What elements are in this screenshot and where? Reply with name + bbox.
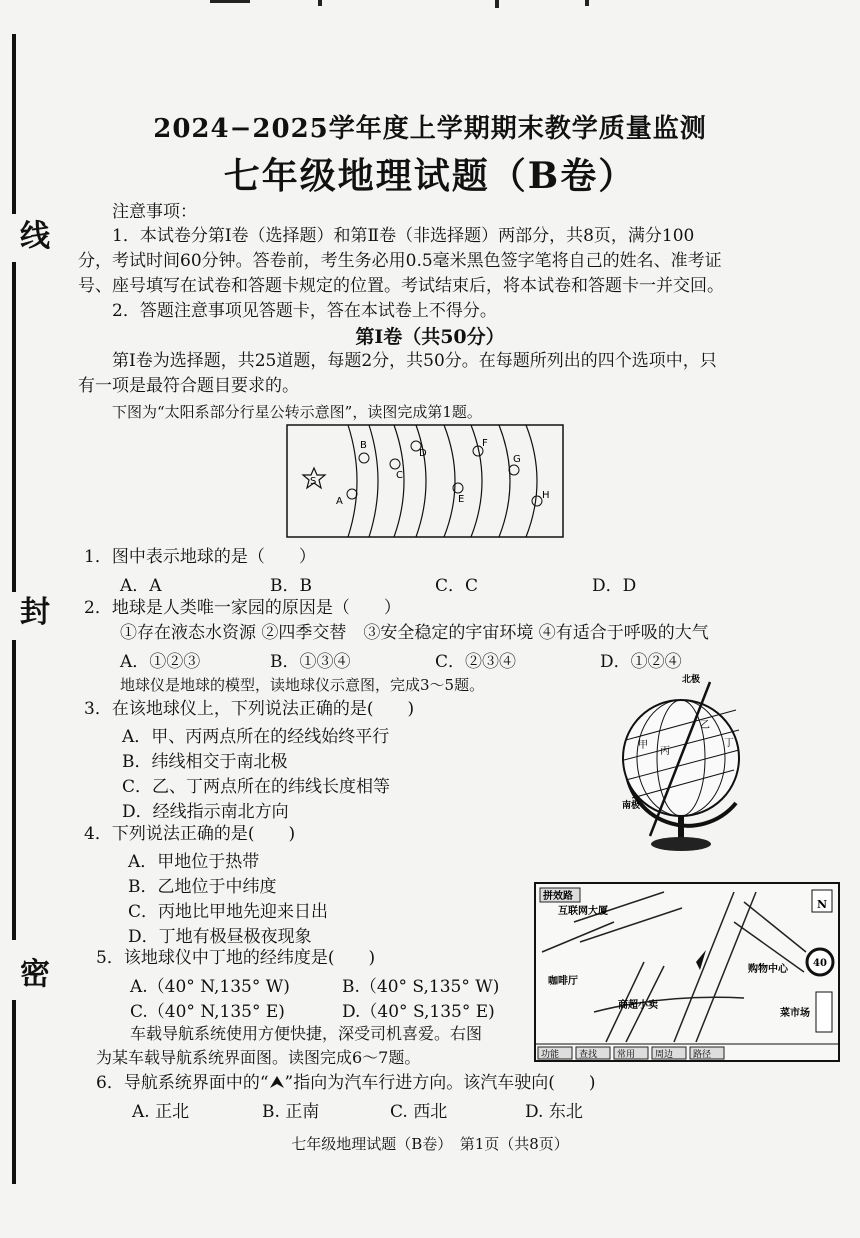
part1-title: 第Ⅰ卷（共50分） bbox=[355, 326, 505, 348]
figure1-intro: 下图为“太阳系部分行星公转示意图”，读图完成第1题。 bbox=[112, 403, 482, 421]
planet-label-b: B bbox=[360, 440, 367, 451]
notice-item1-line3: 号、座号填写在试卷和答题卡规定的位置。考试结束后，将本试卷和答题卡一并交回。 bbox=[78, 276, 724, 296]
notice-heading: 注意事项： bbox=[112, 202, 197, 222]
question-5-stem: 5．该地球仪中丁地的经纬度是( ) bbox=[96, 948, 376, 968]
question-6-stem bbox=[96, 1071, 800, 1095]
nav-intro-line1: 车载导航系统使用方便快捷，深受司机喜爱。右图 bbox=[130, 1024, 483, 1043]
planet-label-a: A bbox=[336, 496, 343, 507]
nav-road1-label: 互联网大厦 bbox=[558, 906, 608, 917]
globe-jia-label: 甲 bbox=[638, 740, 648, 751]
question-2-option-a: A．①②③ bbox=[120, 652, 201, 672]
scan-edge-mark bbox=[585, 0, 589, 6]
question-6-option-c: C. 西北 bbox=[390, 1102, 448, 1122]
question-1-option-a: A．A bbox=[120, 576, 162, 596]
globe-intro: 地球仪是地球的模型，读地球仪示意图，完成3～5题。 bbox=[120, 676, 485, 694]
question-4-stem: 4．下列说法正确的是( ) bbox=[84, 824, 296, 844]
orbit-line bbox=[348, 425, 357, 537]
exam-subtitle: 七年级地理试题（B卷） bbox=[223, 155, 637, 197]
question-6-stem-pre: 6．导航系统界面中的“ bbox=[96, 1073, 269, 1093]
question-6-option-b: B. 正南 bbox=[262, 1102, 320, 1122]
orbit-line bbox=[369, 425, 378, 537]
nav-place1-label: 咖啡厅 bbox=[548, 976, 578, 987]
planet-label-h: H bbox=[542, 490, 550, 501]
globe-south-label: 南极 bbox=[622, 801, 641, 811]
nav-place4-label: 菜市场 bbox=[780, 1008, 810, 1019]
nav-tab-search-label: 查找 bbox=[579, 1050, 598, 1060]
nav-tab-function-label: 功能 bbox=[541, 1050, 560, 1060]
question-1-option-b: B．B bbox=[270, 576, 312, 596]
figure-frame bbox=[287, 425, 563, 537]
question-3-option-b: B．纬线相交于南北极 bbox=[122, 752, 288, 772]
scan-edge-mark bbox=[318, 0, 322, 6]
nav-intro-line2: 为某车载导航系统界面图。读图完成6～7题。 bbox=[96, 1048, 421, 1067]
orbit-line bbox=[444, 425, 455, 537]
question-5-option-a: A.（40° N,135° W) bbox=[130, 977, 290, 997]
nav-tab-nearby-label: 周边 bbox=[655, 1050, 674, 1060]
question-2-option-d: D．①②④ bbox=[600, 652, 682, 672]
question-3-stem: 3．在该地球仪上，下列说法正确的是( ) bbox=[84, 699, 415, 719]
binding-line-mid1 bbox=[12, 262, 16, 592]
notice-item2: 2．答题注意事项见答题卡，答在本试卷上不得分。 bbox=[112, 301, 497, 321]
question-6-option-a: A. 正北 bbox=[132, 1102, 190, 1122]
globe-north-label: 北极 bbox=[682, 675, 701, 685]
question-2-stem: 2．地球是人类唯一家园的原因是（ ） bbox=[84, 598, 401, 618]
question-5-option-d: D.（40° S,135° E) bbox=[342, 1002, 495, 1022]
planet-h bbox=[532, 496, 542, 506]
question-2-items: ①存在液态水资源 ②四季交替 ③安全稳定的宇宙环境 ④有适合于呼吸的大气 bbox=[120, 623, 709, 643]
notice-item1-line2: 分，考试时间60分钟。答卷前，考生务必用0.5毫米黑色签字笔将自己的姓名、准考证 bbox=[78, 251, 722, 271]
orbit-line bbox=[526, 425, 537, 537]
question-6-option-d: D. 东北 bbox=[525, 1102, 583, 1122]
compass-north-label: N bbox=[817, 898, 828, 911]
part1-intro-line2: 有一项是最符合题目要求的。 bbox=[78, 376, 299, 396]
page-footer: 七年级地理试题（B卷） 第1页（共8页） bbox=[291, 1135, 569, 1153]
question-5-option-b: B.（40° S,135° W) bbox=[342, 977, 500, 997]
planet-label-d: D bbox=[419, 448, 427, 459]
question-3-option-c: C．乙、丁两点所在的纬线长度相等 bbox=[122, 777, 391, 797]
planet-label-g: G bbox=[513, 454, 521, 465]
question-2-option-c: C．②③④ bbox=[435, 652, 517, 672]
question-4-option-a: A．甲地位于热带 bbox=[128, 852, 260, 872]
binding-line-mid2 bbox=[12, 640, 16, 940]
scan-edge-mark bbox=[495, 0, 499, 8]
question-6-stem-post: ”指向为汽车行进方向。该汽车驶向( ) bbox=[284, 1073, 596, 1093]
speed-limit-label: 40 bbox=[813, 958, 827, 969]
globe-ding-label: 丁 bbox=[724, 738, 734, 749]
globe-bing-label: 丙 bbox=[660, 746, 670, 757]
nav-tab-common-label: 常用 bbox=[617, 1050, 636, 1060]
globe-yi-label: 乙 bbox=[700, 720, 710, 731]
nav-place3-label: 商超小卖 bbox=[618, 1000, 658, 1011]
notice-item1-line1: 1．本试卷分第Ⅰ卷（选择题）和第Ⅱ卷（非选择题）两部分，共8页，满分100 bbox=[112, 226, 695, 246]
solar-system-figure bbox=[286, 424, 564, 538]
question-4-option-b: B．乙地位于中纬度 bbox=[128, 877, 277, 897]
planet-g bbox=[509, 465, 519, 475]
scan-edge-mark bbox=[210, 0, 250, 3]
nav-tab-route-label: 路径 bbox=[693, 1050, 712, 1060]
question-2-option-b: B．①③④ bbox=[270, 652, 351, 672]
orbit-line bbox=[471, 425, 482, 537]
nav-top-tab-label: 拼效路 bbox=[543, 891, 573, 902]
planet-label-f: F bbox=[482, 438, 488, 449]
orbit-line bbox=[416, 425, 426, 537]
planet-c bbox=[390, 459, 400, 469]
planet-b bbox=[359, 453, 369, 463]
binding-line-bottom bbox=[12, 1000, 16, 1184]
sun-label: S bbox=[310, 476, 317, 487]
planet-label-c: C bbox=[396, 470, 403, 481]
question-4-option-d: D．丁地有极昼极夜现象 bbox=[128, 927, 312, 947]
zoom-control bbox=[816, 992, 832, 1032]
question-3-option-d: D．经线指示南北方向 bbox=[122, 802, 289, 822]
binding-char-xian: 线 bbox=[20, 219, 50, 254]
question-5-option-c: C.（40° N,135° E) bbox=[130, 1002, 285, 1022]
binding-char-mi: 密 bbox=[20, 957, 50, 992]
planet-a bbox=[347, 489, 357, 499]
question-3-option-a: A．甲、丙两点所在的经线始终平行 bbox=[122, 727, 390, 747]
exam-title: 2024−2025学年度上学期期末教学质量监测 bbox=[153, 114, 707, 144]
part1-intro-line1: 第Ⅰ卷为选择题，共25道题，每题2分，共50分。在每题所列出的四个选项中，只 bbox=[112, 351, 717, 371]
planet-label-e: E bbox=[458, 494, 465, 505]
question-1-option-c: C．C bbox=[435, 576, 479, 596]
question-4-option-c: C．丙地比甲地先迎来日出 bbox=[128, 902, 329, 922]
nav-arrow-symbol-icon bbox=[269, 1075, 285, 1089]
binding-char-feng: 封 bbox=[20, 595, 50, 630]
question-1-option-d: D．D bbox=[592, 576, 637, 596]
orbit-line bbox=[394, 425, 404, 537]
orbit-line bbox=[499, 425, 510, 537]
car-navigation-figure bbox=[534, 882, 840, 1062]
nav-place2-label: 购物中心 bbox=[748, 964, 788, 975]
question-1-stem: 1．图中表示地球的是（ ） bbox=[84, 547, 316, 567]
